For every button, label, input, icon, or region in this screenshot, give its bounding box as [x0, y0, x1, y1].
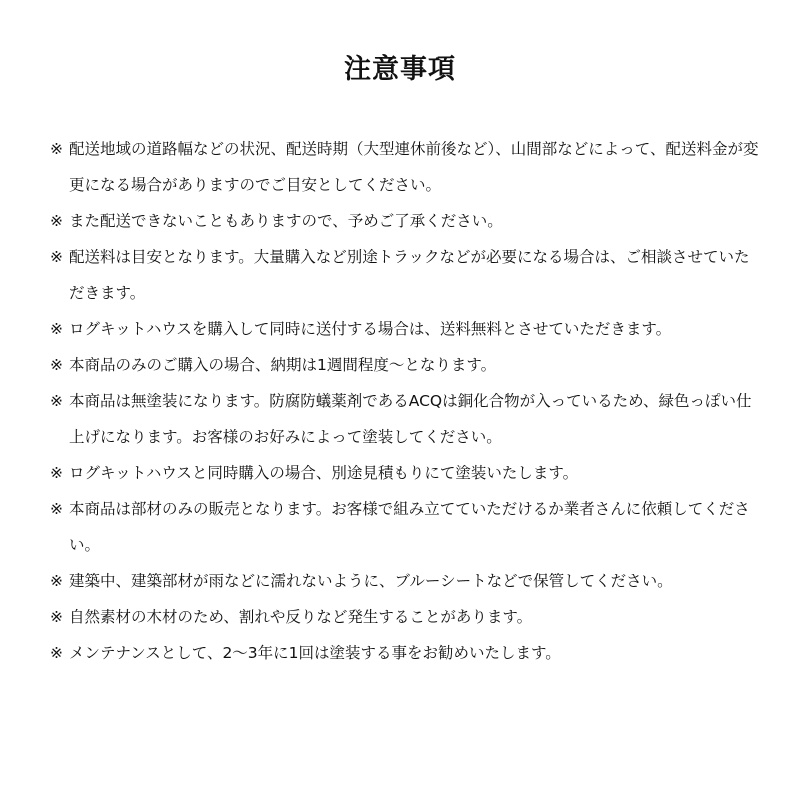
note-bullet: ※: [50, 392, 63, 410]
note-item: [50, 563, 760, 599]
note-text: メンテナンスとして、2～3年に1回は塗装する事をお勧めいたします。: [69, 644, 561, 662]
note-text: 配送地域の道路幅などの状況、配送時期（大型連休前後など）、山間部などによって、配送料金が変更になる場合がありますのでご目安としてください。: [69, 140, 759, 194]
note-text: 建築中、建築部材が雨などに濡れないように、ブルーシートなどで保管してください。: [69, 572, 673, 590]
note-item: [50, 131, 760, 203]
note-item: [50, 491, 760, 563]
note-bullet: ※: [50, 464, 63, 482]
note-item: [50, 455, 760, 491]
note-item: [50, 347, 760, 383]
note-text: 自然素材の木材のため、割れや反りなど発生することがあります。: [69, 608, 533, 626]
note-text: 本商品は部材のみの販売となります。お客様で組み立てていただけるか業者さんに依頼してください。: [69, 500, 750, 554]
note-bullet: ※: [50, 572, 63, 590]
note-bullet: ※: [50, 356, 63, 374]
note-bullet: ※: [50, 644, 63, 662]
page-title: 注意事項: [344, 54, 456, 85]
note-text: 配送料は目安となります。大量購入など別途トラックなどが必要になる場合は、ご相談させていただきます。: [69, 248, 750, 302]
note-item: [50, 203, 760, 239]
notes-list: [50, 131, 760, 671]
note-text: ログキットハウスを購入して同時に送付する場合は、送料無料とさせていただきます。: [69, 320, 672, 338]
note-item: [50, 635, 760, 671]
note-text: また配送できないこともありますので、予めご了承ください。: [69, 212, 503, 230]
note-text: 本商品のみのご購入の場合、納期は1週間程度～となります。: [69, 356, 497, 374]
note-text: ログキットハウスと同時購入の場合、別途見積もりにて塗装いたします。: [69, 464, 579, 482]
note-bullet: ※: [50, 500, 63, 518]
note-item: [50, 311, 760, 347]
note-bullet: ※: [50, 140, 63, 158]
note-bullet: ※: [50, 212, 63, 230]
note-item: [50, 239, 760, 311]
note-bullet: ※: [50, 608, 63, 626]
note-bullet: ※: [50, 248, 63, 266]
note-item: [50, 383, 760, 455]
note-item: [50, 599, 760, 635]
note-bullet: ※: [50, 320, 63, 338]
note-text: 本商品は無塗装になります。防腐防蟻薬剤であるACQは銅化合物が入っているため、緑色っぽい仕上げになります。お客様のお好みによって塗装してください。: [69, 392, 752, 446]
